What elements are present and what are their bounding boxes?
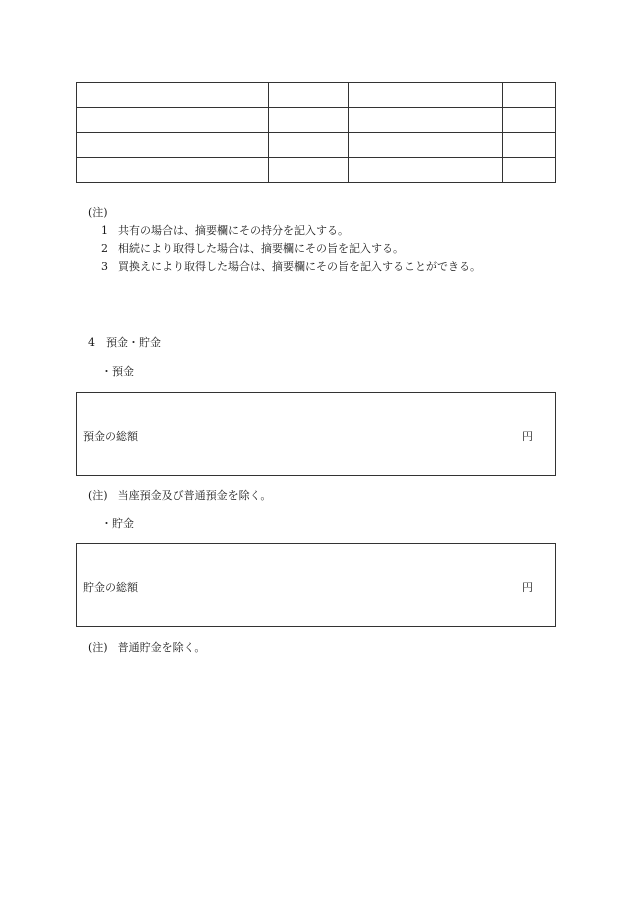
table-cell [269, 83, 349, 108]
table-cell [269, 133, 349, 158]
note-text: 買換えにより取得した場合は、摘要欄にその旨を記入することができる。 [118, 260, 481, 273]
table-cell [77, 108, 269, 133]
savings-total-box [76, 543, 556, 627]
notes-heading: (注) [88, 206, 108, 219]
note-text: 相続により取得した場合は、摘要欄にその旨を記入する。 [118, 242, 404, 255]
table-cell [269, 158, 349, 183]
table-cell [503, 133, 556, 158]
note-number: 2 [101, 242, 108, 255]
note-item [101, 242, 404, 256]
table-cell [77, 83, 269, 108]
note-text: 共有の場合は、摘要欄にその持分を記入する。 [118, 224, 349, 237]
savings-note [88, 641, 205, 655]
savings-note-head: (注) [88, 641, 108, 654]
deposits-subheading: ・預金 [101, 365, 134, 378]
deposits-note-head: (注) [88, 489, 108, 502]
table-cell [349, 108, 503, 133]
savings-total-label: 貯金の総額 [83, 581, 138, 594]
deposits-note [88, 489, 271, 503]
table-row [77, 158, 556, 183]
note-number: 1 [101, 224, 108, 237]
note-item [101, 224, 349, 238]
table-cell [503, 108, 556, 133]
deposits-total-label: 預金の総額 [83, 430, 138, 443]
table-cell [77, 158, 269, 183]
table-cell [349, 158, 503, 183]
property-table [76, 82, 556, 183]
table-cell [349, 133, 503, 158]
table-row [77, 83, 556, 108]
table-cell [503, 158, 556, 183]
savings-unit: 円 [522, 581, 533, 594]
note-number: 3 [101, 260, 108, 273]
table-row [77, 133, 556, 158]
deposits-unit: 円 [522, 430, 533, 443]
section-title: 4 預金・貯金 [88, 336, 161, 349]
savings-note-text: 普通貯金を除く。 [117, 641, 206, 654]
deposits-total-box [76, 392, 556, 476]
savings-subheading: ・貯金 [101, 517, 134, 530]
table-cell [349, 83, 503, 108]
table-cell [269, 108, 349, 133]
table-cell [503, 83, 556, 108]
table-row [77, 108, 556, 133]
table-cell [77, 133, 269, 158]
deposits-note-text: 当座預金及び普通預金を除く。 [117, 489, 272, 502]
note-item [101, 260, 481, 274]
